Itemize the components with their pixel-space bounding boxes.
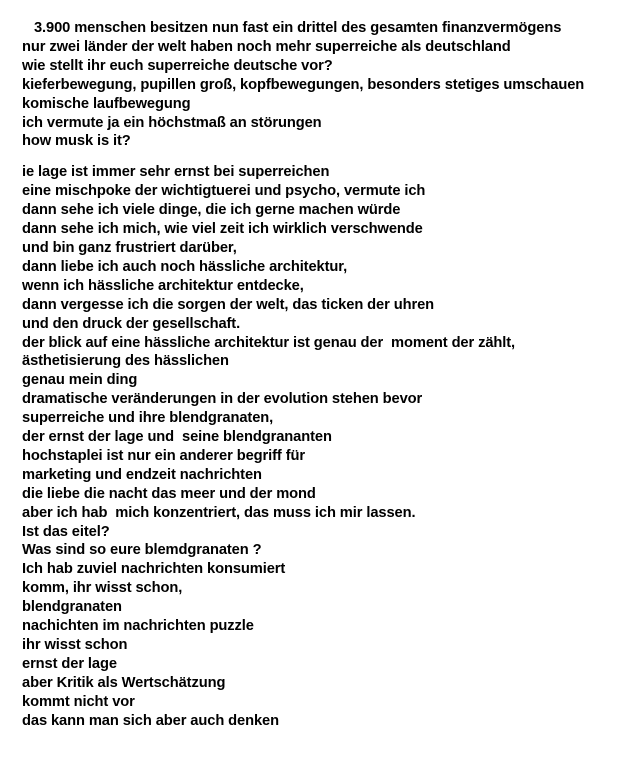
text-line: genau mein ding — [22, 372, 138, 389]
text-line: eine mischpoke der wichtigtuerei und psycho, vermute ich — [22, 183, 426, 200]
text-line: aber ich hab mich konzentriert, das muss ich mir lassen. — [22, 504, 416, 521]
text-line: die liebe die nacht das meer und der mond — [22, 485, 316, 502]
text-line: marketing und endzeit nachrichten — [22, 466, 262, 483]
text-line: komm, ihr wisst schon, — [22, 580, 183, 597]
text-line: superreiche und ihre blendgranaten, — [22, 410, 274, 427]
text-line: ich vermute ja ein höchstmaß an störungen — [22, 114, 322, 131]
text-line: wie stellt ihr euch superreiche deutsche vor? — [22, 57, 333, 74]
text-line: kommt nicht vor — [22, 693, 135, 710]
text-line: blendgranaten — [22, 599, 122, 616]
paragraph-1 — [22, 19, 613, 151]
text-line: der ernst der lage und seine blendgrananten — [22, 429, 332, 446]
paragraph-2 — [22, 163, 613, 730]
text-line: dramatische veränderungen in der evolution stehen bevor — [22, 391, 423, 408]
text-line: dann liebe ich auch noch hässliche architektur, — [22, 258, 348, 275]
text-line: ernst der lage — [22, 655, 117, 672]
text-line: dann sehe ich mich, wie viel zeit ich wirklich verschwende — [22, 221, 423, 238]
text-line: nachichten im nachrichten puzzle — [22, 618, 254, 635]
text-line: Was sind so eure blemdgranaten ? — [22, 542, 262, 559]
text-line: dann vergesse ich die sorgen der welt, das ticken der uhren — [22, 296, 435, 313]
text-line: Ich hab zuviel nachrichten konsumiert — [22, 561, 286, 578]
text-line: Ist das eitel? — [22, 523, 110, 540]
text-line: wenn ich hässliche architektur entdecke, — [22, 277, 304, 294]
text-line: das kann man sich aber auch denken — [22, 712, 279, 729]
text-line: 3.900 menschen besitzen nun fast ein drittel des gesamten finanzvermögens — [22, 20, 562, 36]
text-line: ästhetisierung des hässlichen — [22, 353, 229, 370]
text-line: ihr wisst schon — [22, 637, 128, 653]
text-line: how musk is it? — [22, 133, 131, 150]
text-line: der blick auf eine hässliche architektur ist genau der moment der zählt, — [22, 334, 516, 351]
text-line: dann sehe ich viele dinge, die ich gerne machen würde — [22, 202, 401, 219]
text-line: und den druck der gesellschaft. — [22, 315, 241, 332]
text-line: ie lage ist immer sehr ernst bei superreichen — [22, 164, 330, 181]
text-line: komische laufbewegung — [22, 95, 191, 112]
text-line: nur zwei länder der welt haben noch mehr superreiche als deutschland — [22, 38, 511, 55]
text-line: hochstaplei ist nur ein anderer begriff für — [22, 447, 305, 464]
text-line: kieferbewegung, pupillen groß, kopfbewegungen, besonders stetiges umschauen — [22, 76, 585, 93]
text-line: aber Kritik als Wertschätzung — [22, 674, 226, 691]
text-line: und bin ganz frustriert darüber, — [22, 239, 237, 256]
